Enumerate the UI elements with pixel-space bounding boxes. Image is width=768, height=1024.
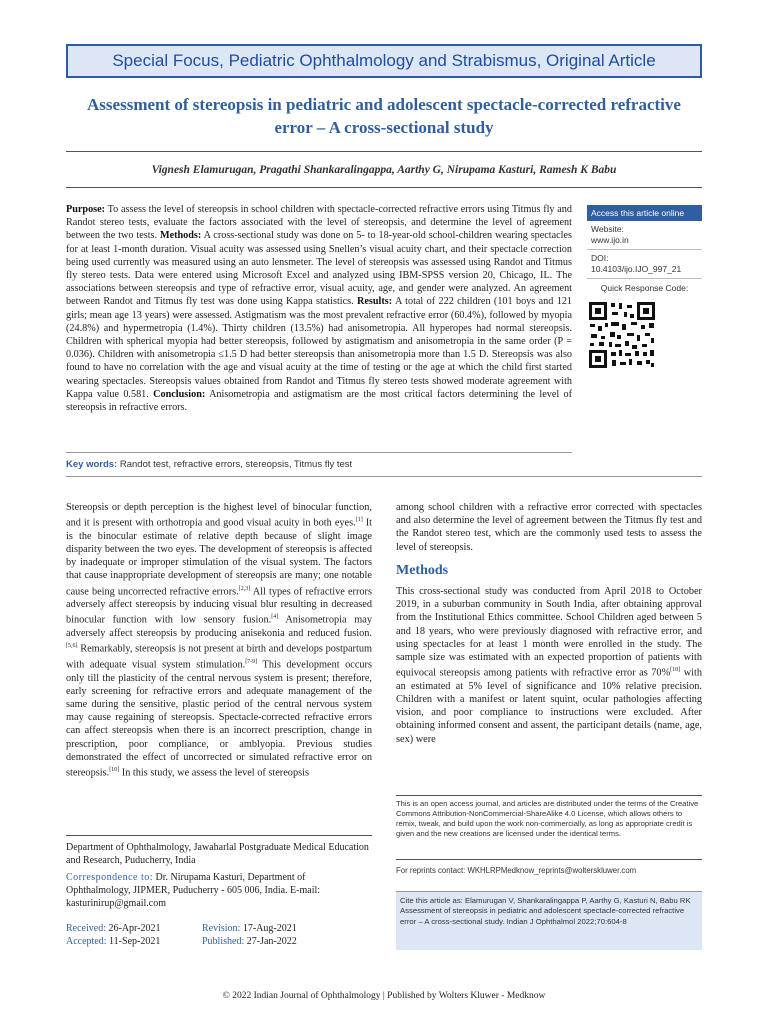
intro-paragraph: Stereopsis or depth perception is the highest level of binocular function, and it is present with orthotropia and good visual acuity in both eyes.[1] It is the binocular estimate of relative depth because of slight image disparity between the two eyes. The development of stereopsis is affected by inadequate or improper stimulation of the visual system. The factors that cause inappropriate development of stereopsis are many; one notable cause being uncorrected refractive errors.[2,3] All types of refractive errors adversely affect stereopsis by inducing visual blur resulting in decreased binocular function with low sensory fusion.[4] Anisometropia may adversely affect stereopsis by producing anisekonia and reduced fusion.[5,6] Remarkably, stereopsis is not present at birth and develops postpartum with adequate visual system stimulation.[7-9] This development occurs only till the plasticity of the central nervous system is present; therefore, early screening for refractive errors and adequate management of the same during the sensitive, plastic period of the central nervous system may cause regaining of stereopsis. Spectacle-corrected refractive errors can affect stereopsis when there is an incorrect prescription, change in prescription, poor compliance, or amblyopia. Previous studies demonstrated the effect of uncorrected or simulated refractive error on stereopsis.[10] In this study, we assess the level of stereopsis xyxy=(66,502,372,779)
intro-continuation: among school children with a refractive error corrected with spectacles and also determine the level of agreement between the Titmus fly test and the Randot stereo test, which are the commonly used tests to assess the level of stereopsis. xyxy=(396,502,702,553)
received-label: Received: xyxy=(66,923,106,934)
article-category: Special Focus, Pediatric Ophthalmology and Strabismus, Original Article xyxy=(112,51,656,70)
divider xyxy=(66,835,372,836)
website-cell xyxy=(587,221,702,250)
divider xyxy=(66,151,702,152)
methods-label: Methods: xyxy=(159,230,202,242)
qr-label: Quick Response Code: xyxy=(600,283,689,293)
website-link[interactable]: www.ijo.in xyxy=(591,235,629,245)
license-notice: This is an open access journal, and articles are distributed under the terms of the Creative Commons Attribution-NonCommercial-ShareAlike 4.0 License, which allows others to remix, tweak, and build upon the work non-commercially, as long as appropriate credit is given and the new creations are licensed under the identical terms. xyxy=(396,799,699,838)
accepted-label: Accepted: xyxy=(66,936,107,947)
conclusion-text: Anisometropia and astigmatism are the most critical factors determining the level of stereopsis in refractive errors. xyxy=(66,388,573,414)
divider xyxy=(396,859,702,860)
citation-ref[interactable]: [2,3] xyxy=(238,585,251,592)
body-column-left xyxy=(66,501,372,780)
reprints-contact: For reprints contact: WKHLRPMedknow_reprints@wolterskluwer.com xyxy=(396,866,637,875)
methods-heading: Methods xyxy=(396,562,449,578)
divider xyxy=(66,476,702,477)
access-header: Access this article online xyxy=(587,205,702,221)
access-article-box xyxy=(587,205,702,372)
department: Department of Ophthalmology, Jawaharlal Postgraduate Medical Education and Research, Puducherry, India xyxy=(66,842,369,866)
correspondence xyxy=(66,871,372,910)
citation-ref[interactable]: [1] xyxy=(355,517,363,524)
results-label: Results: xyxy=(357,296,393,308)
affiliation-block xyxy=(66,841,372,914)
results-text: A total of 222 children (101 boys and 121 girls; mean age 13 years) were assessed. Astigmatism was the most prevalent refractive error (60.4%), followed by myopia (24.8%) and hypermetropia (1.4%). Thirty children (13.5%) had anisometropia. All hyperopes had normal stereopsis. Children with spherical myopia had better stereopsis, followed by astigmatism and anisometropia in the same order (P = 0.036). Children with anisometropia ≤1.5 D had better stereopsis than anisometropia more than 1.5 D. Stereopsis was also found to have no correlation with the age and visual acuity at the time of testing or the age at which the child first started wearing spectacles. Stereopsis values obtained from Randot and Titmus fly stereo tests showed moderate agreement with Kappa value 0.581. xyxy=(66,296,573,400)
conclusion-label: Conclusion: xyxy=(153,388,206,400)
body-column-right xyxy=(396,501,702,746)
purpose-text: To assess the level of stereopsis in school children with spectacle-corrected refractive errors using Titmus fly and Randot stereo tests, evaluate the factors associated with the level of stereopsis, and determine the level of agreement between the two tests. xyxy=(66,204,572,242)
divider xyxy=(66,187,702,188)
keywords xyxy=(66,459,572,470)
revision-label: Revision: xyxy=(202,923,241,934)
divider xyxy=(396,795,702,796)
doi-link[interactable]: 10.4103/ijo.IJO_997_21 xyxy=(591,264,682,274)
purpose-label: Purpose: xyxy=(66,204,106,215)
article-title: Assessment of stereopsis in pediatric and adolescent spectacle-corrected refractive error – A cross-sectional study xyxy=(87,95,681,137)
methods-paragraph: This cross-sectional study was conducted from April 2018 to October 2019, in a suburban community in South India, after obtaining approval from the Institutional Ethics committee. School Children aged between 5 and 18 years, who were previously diagnosed with refractive error, and using spectacles for at least 1 month were enrolled in the study. The sample size was estimated with an expected proportion of patients with equivocal stereopsis among patients with refractive error as 70%[10] with an estimated at 5% level of significance and 10% relative precision. Children with a manifest or latent squint, ocular pathologies affecting vision, and poor compliance to instructions were excluded. After obtaining informed consent and assent, the participant details (name, age, sex) were xyxy=(396,586,702,745)
keywords-label: Key words: xyxy=(66,459,118,470)
received-date: 26-Apr-2021 xyxy=(108,923,161,934)
citation-ref[interactable]: [10] xyxy=(109,766,120,773)
author-list: Vignesh Elamurugan, Pragathi Shankaralingappa, Aarthy G, Nirupama Kasturi, Ramesh K Babu xyxy=(151,164,617,176)
published-date: 27-Jan-2022 xyxy=(246,936,297,947)
methods-text: A cross-sectional study was done on 5- to 18-year-old school-children wearing spectacles for at least 1-month duration. Visual acuity was assessed using Snellen’s visual acuity chart, and their spectacle correction being used currently was measured using an auto lensmeter. The level of stereopsis was assessed using Randot and Titmus fly stereo tests. Data were entered using Microsoft Excel and analyzed using IBM-SPSS version 20, Chicago, IL. The associations between stereopsis and type of refractive error, visual acuity, age, and gender were analyzed. An agreement between Randot and Titmus fly test was done using Kappa statistics. xyxy=(66,230,572,308)
accepted-date: 11-Sep-2021 xyxy=(109,936,161,947)
doi-cell xyxy=(587,250,702,279)
citation-box: Cite this article as: Elamurugan V, Shankaralingappa P, Aarthy G, Kasturi N, Babu RK Assessment of stereopsis in pediatric and adolescent spectacle-corrected refractive error – A cross-sectional study. Indian J Ophthalmol 2022;70:604-8 xyxy=(396,891,702,950)
citation-ref[interactable]: [5,6] xyxy=(66,643,78,650)
correspondence-text: Dr. Nirupama Kasturi, Department of Ophthalmology, JIPMER, Puducherry - 605 006, India. E-mail: kasturinirup@gmail.com xyxy=(66,872,321,909)
keywords-text: Randot test, refractive errors, stereopsis, Titmus fly test xyxy=(119,459,353,470)
article-category-banner xyxy=(66,44,702,78)
citation-ref[interactable]: [4] xyxy=(271,614,279,621)
doi-label: DOI: xyxy=(591,253,609,263)
website-label: Website: xyxy=(591,224,624,234)
divider xyxy=(66,452,572,453)
correspondence-label: Correspondence to: xyxy=(66,872,154,883)
citation-ref[interactable]: [10] xyxy=(670,667,681,674)
qr-code-icon[interactable] xyxy=(587,300,657,370)
abstract xyxy=(66,203,572,414)
published-label: Published: xyxy=(202,936,245,947)
page-footer: © 2022 Indian Journal of Ophthalmology | Published by Wolters Kluwer - Medknow xyxy=(222,991,546,1001)
citation-ref[interactable]: [7-9] xyxy=(245,658,258,665)
revision-date: 17-Aug-2021 xyxy=(242,923,297,934)
article-dates xyxy=(66,922,372,948)
